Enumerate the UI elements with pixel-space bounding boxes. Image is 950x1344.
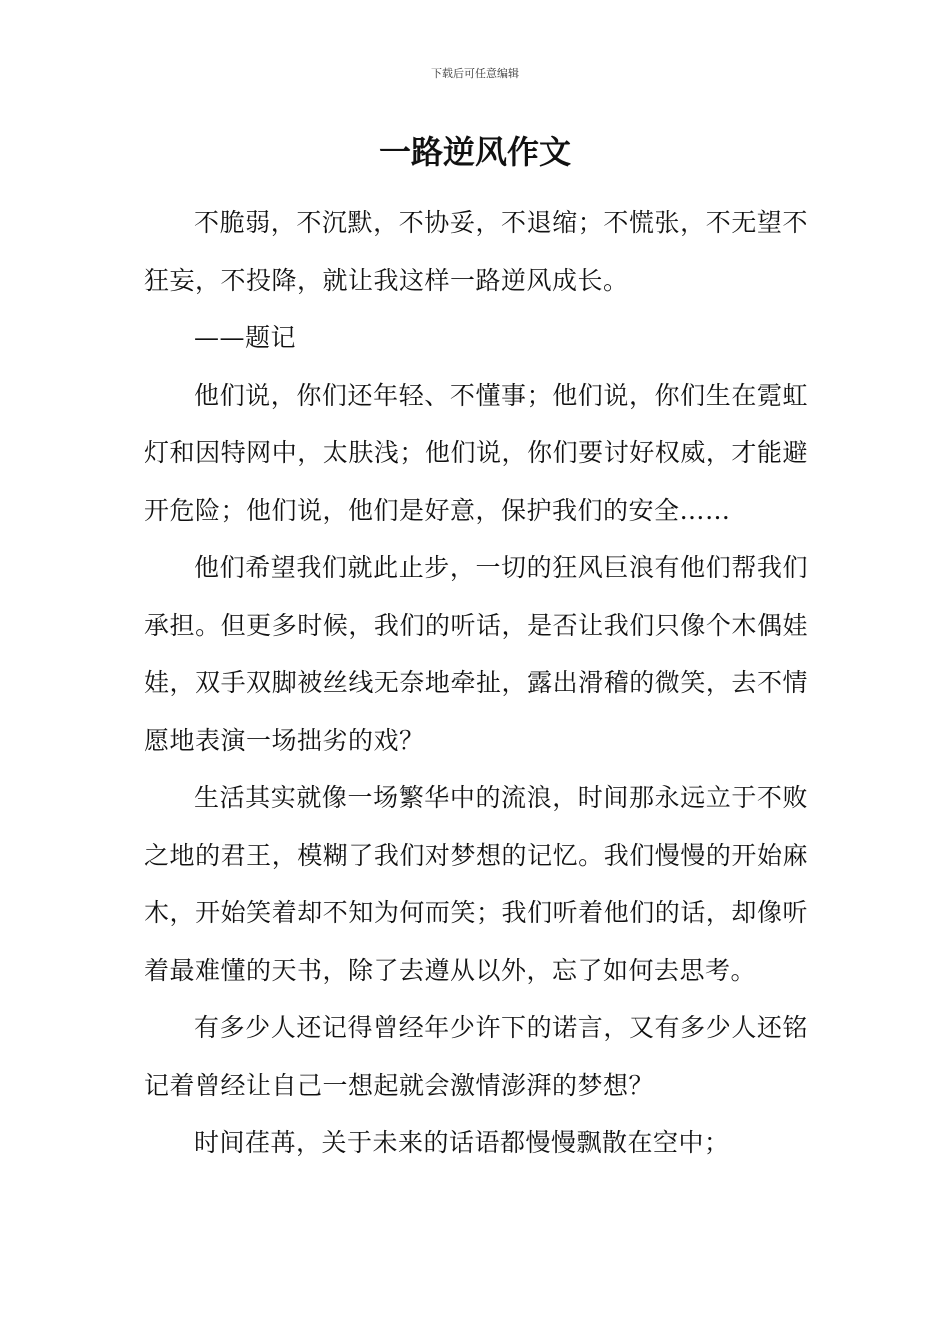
paragraph: 有多少人还记得曾经年少许下的诺言，又有多少人还铭记着曾经让自己一想起就会激情澎湃的梦想？ — [144, 1013, 808, 1100]
document-body — [144, 194, 808, 1172]
document-title: 一路逆风作文 — [378, 133, 571, 171]
paragraph: 时间荏苒，关于未来的话语都慢慢飘散在空中； — [194, 1128, 730, 1157]
paragraph-epigraph-attribution: ——题记 — [194, 323, 297, 352]
paragraph: 他们说，你们还年轻、不懂事；他们说，你们生在霓虹灯和因特网中，太肤浅；他们说，你们要讨好权威，才能避开危险；他们说，他们是好意，保护我们的安全…… — [144, 380, 808, 525]
page-header-note: 下载后可任意编辑 — [431, 67, 519, 80]
paragraph: 生活其实就像一场繁华中的流浪，时间那永远立于不败之地的君王，模糊了我们对梦想的记忆。我们慢慢的开始麻木，开始笑着却不知为何而笑；我们听着他们的话，却像听着最难懂的天书，除了去遵从以外，忘了如何去思考。 — [144, 783, 808, 985]
paragraph: 他们希望我们就此止步，一切的狂风巨浪有他们帮我们承担。但更多时候，我们的听话，是否让我们只像个木偶娃娃，双手双脚被丝线无奈地牵扯，露出滑稽的微笑，去不情愿地表演一场拙劣的戏？ — [144, 553, 808, 755]
paragraph-epigraph: 不脆弱，不沉默，不协妥，不退缩；不慌张，不无望不狂妄，不投降，就让我这样一路逆风成长。 — [144, 208, 808, 295]
